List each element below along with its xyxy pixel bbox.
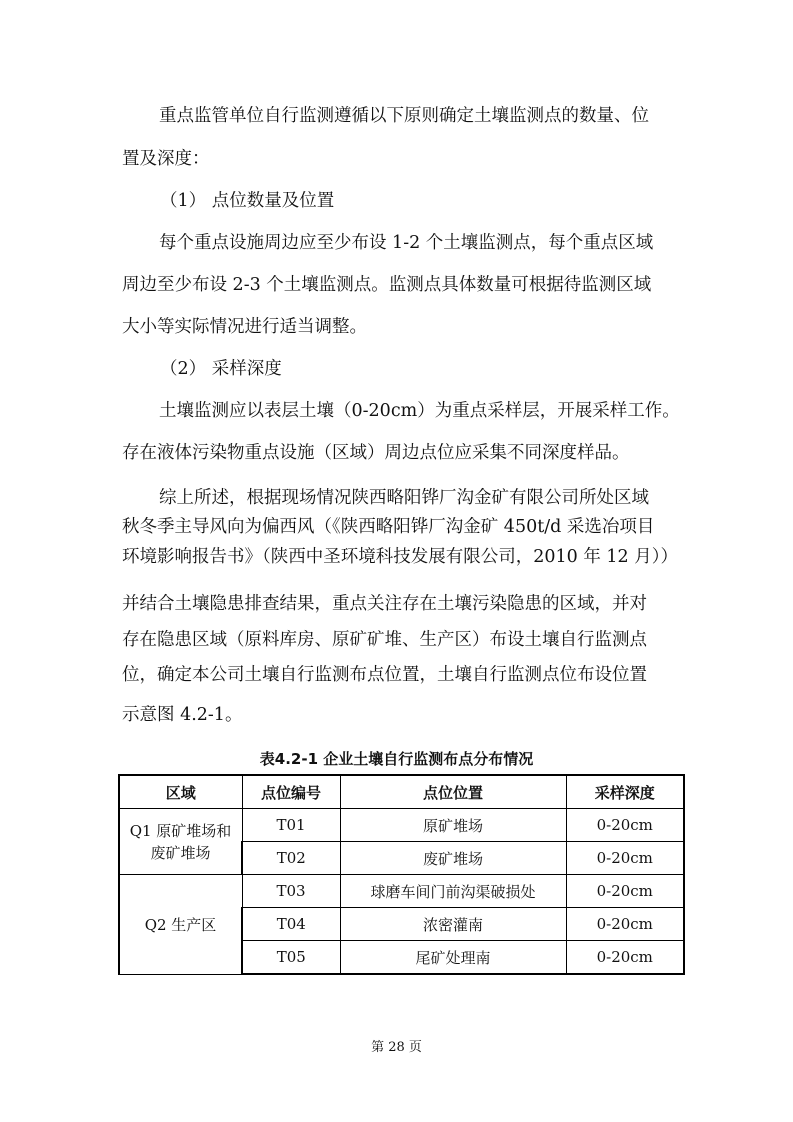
sampling-depth-cell: 0-20cm	[566, 842, 684, 875]
point-id-cell: T04	[242, 908, 340, 941]
point-location-cell: 浓密灌南	[340, 908, 566, 941]
point-id-cell: T01	[242, 809, 340, 842]
section-heading: （2） 采样深度	[160, 359, 282, 379]
header-region: 区域	[119, 775, 242, 809]
sampling-depth-cell: 0-20cm	[566, 908, 684, 941]
point-location-cell: 原矿堆场	[340, 809, 566, 842]
region-line: Q1 原矿堆场和	[129, 821, 232, 840]
paragraph-line: 置及深度：	[122, 149, 210, 169]
header-point-location: 点位位置	[340, 775, 566, 809]
paragraph-line: 位，确定本公司土壤自行监测布点位置，土壤自行监测点位布设位置	[122, 665, 647, 685]
paragraph-line: 环境影响报告书》（陕西中圣环境科技发展有限公司，2010 年 12 月））	[122, 547, 678, 567]
region-cell: Q2 生产区	[119, 875, 242, 975]
paragraph-line: 大小等实际情况进行适当调整。	[122, 317, 367, 337]
sampling-depth-cell: 0-20cm	[566, 941, 684, 975]
table-caption: 表4.2-1 企业土壤自行监测布点分布情况	[259, 750, 534, 768]
paragraph-line: 示意图 4.2-1。	[122, 705, 243, 725]
table-row	[119, 875, 684, 908]
header-point-id: 点位编号	[242, 775, 340, 809]
point-id-cell: T05	[242, 941, 340, 975]
paragraph-line: 综上所述，根据现场情况陕西略阳铧厂沟金矿有限公司所处区域	[159, 488, 649, 508]
sampling-depth-cell: 0-20cm	[566, 809, 684, 842]
paragraph-line: 秋冬季主导风向为偏西风（《陕西略阳铧厂沟金矿 450t/d 采选冶项目	[122, 517, 655, 537]
page-number: 第 28 页	[371, 1040, 422, 1055]
monitoring-points-table	[118, 774, 685, 975]
point-location-cell: 废矿堆场	[340, 842, 566, 875]
paragraph-line: 土壤监测应以表层土壤（0-20cm）为重点采样层，开展采样工作。	[159, 401, 680, 421]
table-row	[119, 809, 684, 842]
region-cell	[119, 809, 242, 875]
paragraph-line: 存在液体污染物重点设施（区域）周边点位应采集不同深度样品。	[122, 443, 630, 463]
paragraph-line: 重点监管单位自行监测遵循以下原则确定土壤监测点的数量、位	[159, 106, 649, 126]
point-id-cell: T03	[242, 875, 340, 908]
point-location-cell: 球磨车间门前沟渠破损处	[340, 875, 566, 908]
region-line: 废矿堆场	[150, 843, 211, 862]
section-heading: （1） 点位数量及位置	[160, 191, 335, 211]
point-id-cell: T02	[242, 842, 340, 875]
sampling-depth-cell: 0-20cm	[566, 875, 684, 908]
paragraph-line: 并结合土壤隐患排查结果，重点关注存在土壤污染隐患的区域，并对	[122, 594, 647, 614]
header-sampling-depth: 采样深度	[566, 775, 684, 809]
paragraph-line: 每个重点设施周边应至少布设 1-2 个土壤监测点，每个重点区域	[159, 233, 654, 253]
paragraph-line: 周边至少布设 2-3 个土壤监测点。监测点具体数量可根据待监测区域	[122, 275, 652, 295]
table-header-row	[119, 775, 684, 809]
paragraph-line: 存在隐患区域（原料库房、原矿矿堆、生产区）布设土壤自行监测点	[122, 630, 647, 650]
point-location-cell: 尾矿处理南	[340, 941, 566, 975]
